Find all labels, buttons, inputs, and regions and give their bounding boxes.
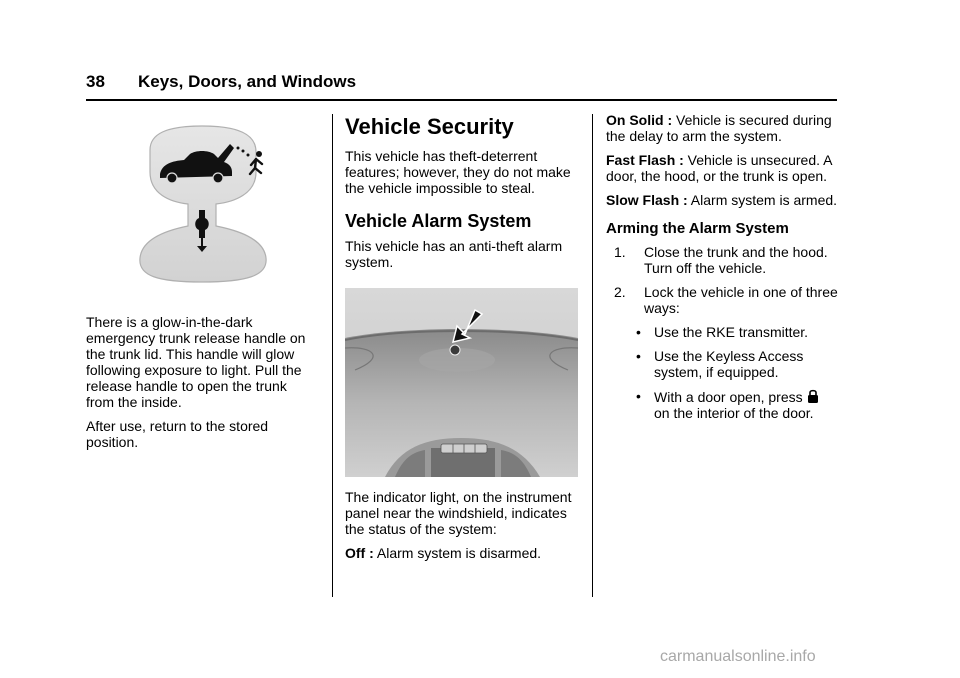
status-on-solid-text: Vehicle is secured during the delay to arm the system. bbox=[606, 112, 832, 144]
indicator-paragraph: The indicator light, on the instrument panel near the windshield, indicates the status of the system: bbox=[345, 489, 572, 537]
alarm-intro: This vehicle has an anti-theft alarm system. bbox=[345, 238, 563, 270]
header-rule bbox=[86, 99, 837, 101]
status-fast-flash-label: Fast Flash : bbox=[606, 152, 684, 168]
bullet-marker: • bbox=[636, 348, 641, 364]
step-2-number: 2. bbox=[614, 284, 626, 300]
column-3 bbox=[606, 112, 838, 429]
instrument-panel-photo bbox=[345, 288, 578, 477]
status-on-solid-label: On Solid : bbox=[606, 112, 673, 128]
step-1-text: Close the trunk and the hood. Turn off the vehicle. bbox=[644, 244, 828, 276]
lock-method-3-text-rest: on the interior of the door. bbox=[654, 405, 814, 421]
vehicle-security-heading: Vehicle Security bbox=[345, 114, 514, 139]
step-2-text: Lock the vehicle in one of three ways: bbox=[644, 284, 838, 316]
watermark-footer: carmanualsonline.info bbox=[660, 648, 816, 665]
arming-step-1 bbox=[614, 244, 838, 276]
status-slow-flash-label: Slow Flash : bbox=[606, 192, 688, 208]
step-1-number: 1. bbox=[614, 244, 626, 260]
col1-paragraph-1: There is a glow-in-the-dark emergency trunk release handle on the trunk lid. This handle will glow following exposure to light. Pull the release handle to open the trunk from the inside. bbox=[86, 314, 306, 410]
status-fast-flash-text: Vehicle is unsecured. A door, the hood, or the trunk is open. bbox=[606, 152, 832, 184]
status-fast-flash bbox=[606, 152, 838, 184]
status-off bbox=[345, 545, 580, 561]
door-lock-icon bbox=[807, 388, 819, 404]
section-title: Keys, Doors, and Windows bbox=[138, 72, 357, 91]
column-divider-1 bbox=[332, 114, 333, 597]
lock-method-2-text: Use the Keyless Access system, if equipped. bbox=[654, 348, 804, 380]
trunk-release-handle-illustration bbox=[86, 114, 318, 294]
arming-step-2 bbox=[614, 284, 838, 316]
status-slow-flash bbox=[606, 192, 838, 208]
page-number: 38 bbox=[86, 72, 105, 91]
status-slow-flash-text: Alarm system is armed. bbox=[687, 192, 838, 208]
status-off-text: Alarm system is disarmed. bbox=[373, 545, 542, 561]
status-on-solid bbox=[606, 112, 838, 144]
lock-method-3-text: With a door open, press bbox=[654, 389, 803, 405]
arming-steps bbox=[614, 244, 838, 421]
arming-heading: Arming the Alarm System bbox=[606, 220, 789, 237]
bullet-marker: • bbox=[636, 388, 641, 404]
status-off-label: Off : bbox=[345, 545, 374, 561]
bullet-marker: • bbox=[636, 324, 641, 340]
lock-method-1 bbox=[614, 324, 838, 340]
vehicle-alarm-heading: Vehicle Alarm System bbox=[345, 211, 532, 231]
column-1 bbox=[86, 114, 318, 458]
lock-method-1-text: Use the RKE transmitter. bbox=[654, 324, 809, 340]
vehicle-security-intro: This vehicle has theft-deterrent features; however, they do not make the vehicle impossible to steal. bbox=[345, 148, 571, 196]
col1-paragraph-2: After use, return to the stored position. bbox=[86, 418, 269, 450]
column-divider-2 bbox=[592, 114, 593, 597]
page-header bbox=[86, 72, 356, 92]
column-2 bbox=[345, 114, 580, 569]
lock-method-2 bbox=[614, 348, 838, 380]
lock-method-3 bbox=[614, 388, 838, 421]
